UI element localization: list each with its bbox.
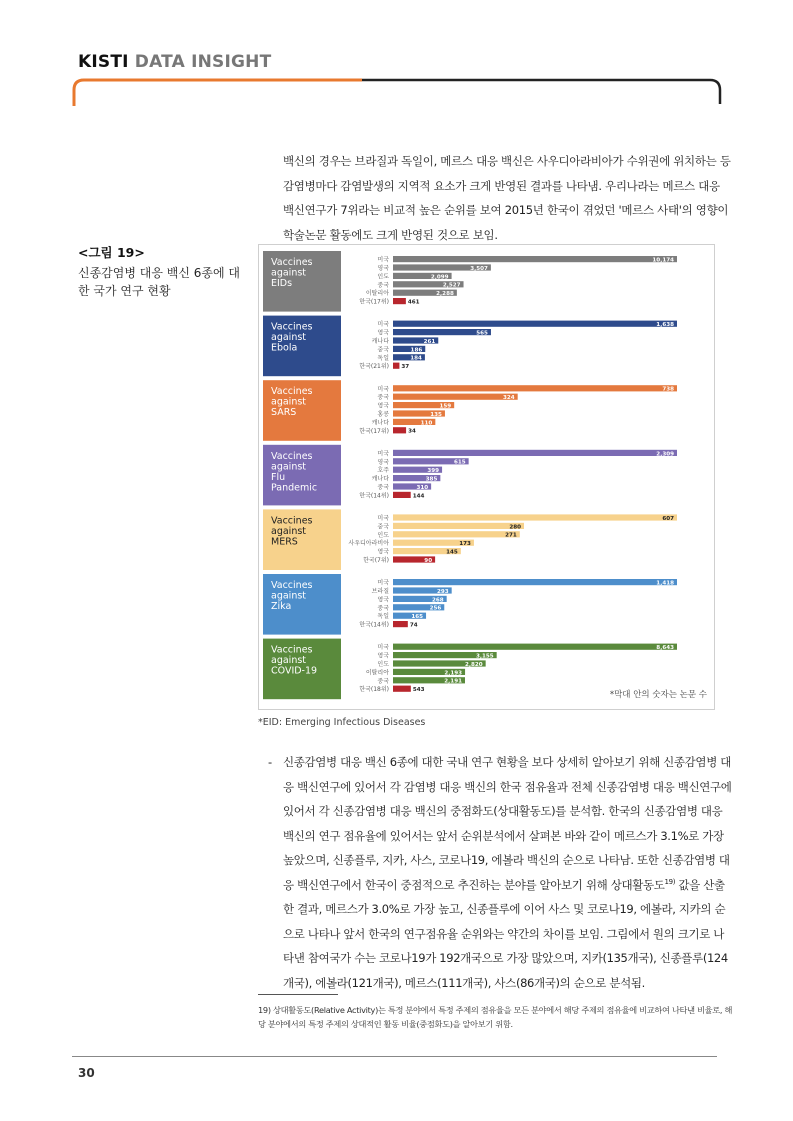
category-label: 중국 — [377, 677, 389, 685]
bar — [393, 686, 411, 692]
value-label: 399 — [427, 468, 440, 475]
header-decoration — [72, 74, 724, 106]
group-label: Vaccines — [271, 515, 313, 527]
value-label: 565 — [476, 330, 488, 337]
value-label: 184 — [410, 355, 422, 362]
value-label: 385 — [425, 476, 438, 483]
body-text-part1: 신종감염병 대응 백신 6종에 대한 국내 연구 현황을 보다 상세히 알아보기 위해 신종감염병 대응 백신연구에 있어서 각 감염병 대응 백신의 한국 점유율과 전체 신종감염병 대응 백신연구에 있어서 각 신종감염병 대응 백신의 중점화도(상대활동도)를 분석함. 한국의 신종감염병 대응 백신의 연구 점유율에 있어서는 앞서 순위분석에서 살펴본 바와 같이 메르스가 3.1%로 가장 높았으며, 신종플루, 지카, 사스, 코로나19, 에볼라 백신의 순으로 나타남. 또한 신종감염병 대응 백신연구에서 한국이 중점적으로 추진하는 분야를 알아보기 위해 상대활동도 — [283, 755, 732, 892]
bar — [393, 298, 406, 304]
category-label: 이탈리아 — [365, 669, 389, 677]
value-label: 37 — [401, 364, 410, 371]
group-label: against — [271, 396, 307, 408]
bar — [393, 621, 408, 627]
category-label: 홍콩 — [377, 411, 389, 418]
value-label: 2,288 — [436, 291, 454, 298]
bullet-dash: - — [268, 755, 272, 769]
value-label: 607 — [662, 515, 674, 522]
category-label: 호주 — [377, 467, 389, 475]
category-label: 한국(7위) — [363, 557, 389, 564]
bar — [393, 523, 524, 529]
value-label: 173 — [459, 541, 471, 548]
value-label: 3,507 — [470, 265, 488, 272]
category-label: 한국(21위) — [359, 363, 389, 371]
category-label: 영국 — [377, 652, 389, 660]
value-label: 324 — [502, 395, 515, 402]
header-title — [78, 52, 271, 72]
group-label: Zika — [271, 601, 292, 612]
group-label: against — [271, 590, 307, 602]
bar — [393, 492, 411, 498]
group-label: against — [271, 332, 307, 344]
body-paragraph — [268, 750, 734, 995]
bar — [393, 363, 399, 369]
bar — [393, 531, 520, 537]
value-label: 8,643 — [656, 645, 674, 652]
figure-caption: 신종감염병 대응 백신 6종에 대한 국가 연구 현황 — [78, 266, 240, 298]
value-label: 159 — [439, 403, 452, 410]
category-label: 영국 — [377, 596, 389, 604]
value-label: 293 — [436, 588, 449, 595]
group-label: Vaccines — [271, 450, 313, 462]
category-label: 영국 — [377, 265, 389, 272]
category-label: 영국 — [377, 402, 389, 410]
category-label: 한국(17위) — [359, 298, 389, 306]
value-label: 186 — [410, 347, 423, 354]
category-label: 한국(14위) — [359, 621, 389, 629]
value-label: 543 — [412, 687, 425, 694]
category-label: 중국 — [377, 346, 389, 354]
category-label: 영국 — [377, 548, 389, 556]
category-label: 중국 — [377, 281, 389, 289]
category-label: 캐나다 — [371, 475, 389, 483]
category-label: 브라질 — [371, 588, 389, 595]
value-label: 110 — [420, 420, 433, 427]
group-label: against — [271, 525, 307, 537]
value-label: 261 — [423, 338, 436, 345]
bar — [393, 514, 677, 520]
chart-footnote: *EID: Emerging Infectious Diseases — [258, 717, 426, 728]
value-label: 310 — [416, 484, 429, 491]
bar — [393, 256, 677, 262]
category-label: 중국 — [377, 394, 389, 402]
value-label: 165 — [411, 614, 424, 621]
value-label: 1,418 — [656, 580, 674, 587]
footnote-rule — [258, 994, 338, 995]
category-label: 영국 — [377, 458, 389, 466]
header-subtitle: DATA INSIGHT — [134, 52, 272, 72]
figure-label: <그림 19> — [78, 245, 145, 260]
value-label: 3,155 — [475, 653, 494, 660]
category-label: 중국 — [377, 604, 389, 612]
bar — [393, 394, 518, 400]
category-label: 중국 — [377, 523, 389, 531]
bar — [393, 644, 677, 650]
category-label: 미국 — [377, 385, 389, 393]
group-label: MERS — [271, 536, 298, 548]
value-label: 135 — [430, 411, 442, 418]
value-label: 2,309 — [656, 451, 674, 458]
group-label: Vaccines — [271, 644, 313, 656]
group-label: COVID-19 — [271, 665, 318, 677]
group-label: SARS — [271, 407, 297, 419]
category-label: 영국 — [377, 329, 389, 337]
value-label: 2,193 — [444, 670, 463, 677]
category-label: 이탈리아 — [365, 290, 389, 298]
value-label: 2,820 — [464, 661, 483, 668]
value-label: 74 — [409, 622, 418, 629]
footnote: 19) 상대활동도(Relative Activity)는 특정 분야에서 특정 주제의 점유율을 모든 분야에서 해당 주제의 점유율에 비교하여 나타낸 비율로, 해당 분야에서의 특정 주제의 상대적인 활동 비율(중점화도)을 알아보기 위함. — [258, 1005, 733, 1029]
group-label: Vaccines — [271, 257, 313, 268]
value-label: 615 — [453, 459, 466, 466]
group-label: Vaccines — [271, 580, 313, 591]
bar — [393, 579, 677, 585]
category-label: 미국 — [377, 579, 389, 587]
page-number: 30 — [78, 1066, 95, 1080]
footnote-ref[interactable]: 19) — [664, 877, 676, 886]
value-label: 145 — [446, 549, 458, 556]
bar — [393, 450, 677, 456]
value-label: 461 — [407, 299, 420, 306]
intro-paragraph: 백신의 경우는 브라질과 독일이, 메르스 대응 백신은 사우디아라비아가 수위권에 위치하는 등 감염병마다 감염발생의 지역적 요소가 크게 반영된 결과를 나타냄. 우리나라는 메르스 대응 백신연구가 7위라는 비교적 높은 순위를 보여 2015년 한국이 겪었던 '메르스 사태'의 영향이 학술논문 활동에도 크게 반영된 것으로 보임. — [283, 154, 731, 242]
group-label: Flu — [271, 471, 286, 483]
group-label: Pandemic — [271, 482, 318, 494]
header-brand: KISTI — [78, 52, 129, 72]
value-label: 90 — [424, 557, 433, 564]
category-label: 미국 — [377, 644, 389, 652]
category-label: 인도 — [377, 531, 389, 539]
group-label: against — [271, 267, 307, 279]
value-label: 256 — [429, 605, 442, 612]
category-label: 사우디아라비아 — [348, 540, 389, 548]
category-label: 캐나다 — [371, 419, 389, 427]
chart-note: *막대 안의 숫자는 논문 수 — [609, 690, 707, 700]
group-label: Ebola — [271, 342, 298, 354]
group-label: Vaccines — [271, 386, 313, 398]
category-label: 미국 — [377, 256, 389, 264]
value-label: 738 — [662, 386, 674, 393]
value-label: 2,191 — [444, 678, 462, 685]
category-label: 인도 — [377, 661, 389, 668]
category-label: 중국 — [377, 484, 389, 491]
category-label: 미국 — [377, 515, 389, 522]
category-label: 한국(18위) — [359, 686, 389, 694]
category-label: 독일 — [377, 354, 389, 362]
value-label: 2,527 — [442, 282, 461, 289]
bar — [393, 321, 677, 327]
category-label: 미국 — [377, 450, 389, 458]
group-label: against — [271, 655, 307, 667]
group-label: Vaccines — [271, 321, 313, 333]
category-label: 독일 — [377, 613, 389, 621]
value-label: 271 — [505, 532, 517, 539]
value-label: 1,638 — [656, 322, 674, 329]
value-label: 2,099 — [430, 274, 449, 281]
vaccine-chart — [258, 244, 715, 710]
value-label: 268 — [431, 597, 444, 604]
category-label: 한국(14위) — [359, 492, 389, 500]
value-label: 10,174 — [652, 257, 674, 264]
category-label: 인도 — [377, 273, 389, 281]
value-label: 280 — [509, 524, 522, 531]
body-text-part2: 값을 산출한 결과, 메르스가 3.0%로 가장 높고, 신종플루에 이어 사스 및 코로나19, 에볼라, 지카의 순으로 나타나 앞서 한국의 연구점유율 순위와는 약간의 차이를 보임. 그림에서 원의 크기로 나타낸 참여국가 수는 코로나19가 192개국으로 가장 많았으며, 지카(135개국), 신종플루(124개국), 에볼라(121개국), 메르스(111개국), 사스(86개국)의 순으로 분석됨. — [283, 877, 728, 990]
value-label: 144 — [412, 493, 425, 500]
group-label: against — [271, 461, 307, 473]
bottom-rule — [72, 1056, 717, 1057]
category-label: 미국 — [377, 321, 389, 329]
bar — [393, 427, 406, 433]
category-label: 캐나다 — [371, 338, 389, 345]
category-label: 한국(17위) — [359, 427, 389, 435]
value-label: 34 — [408, 428, 416, 435]
bar — [393, 385, 677, 391]
group-label: EIDs — [271, 278, 293, 289]
